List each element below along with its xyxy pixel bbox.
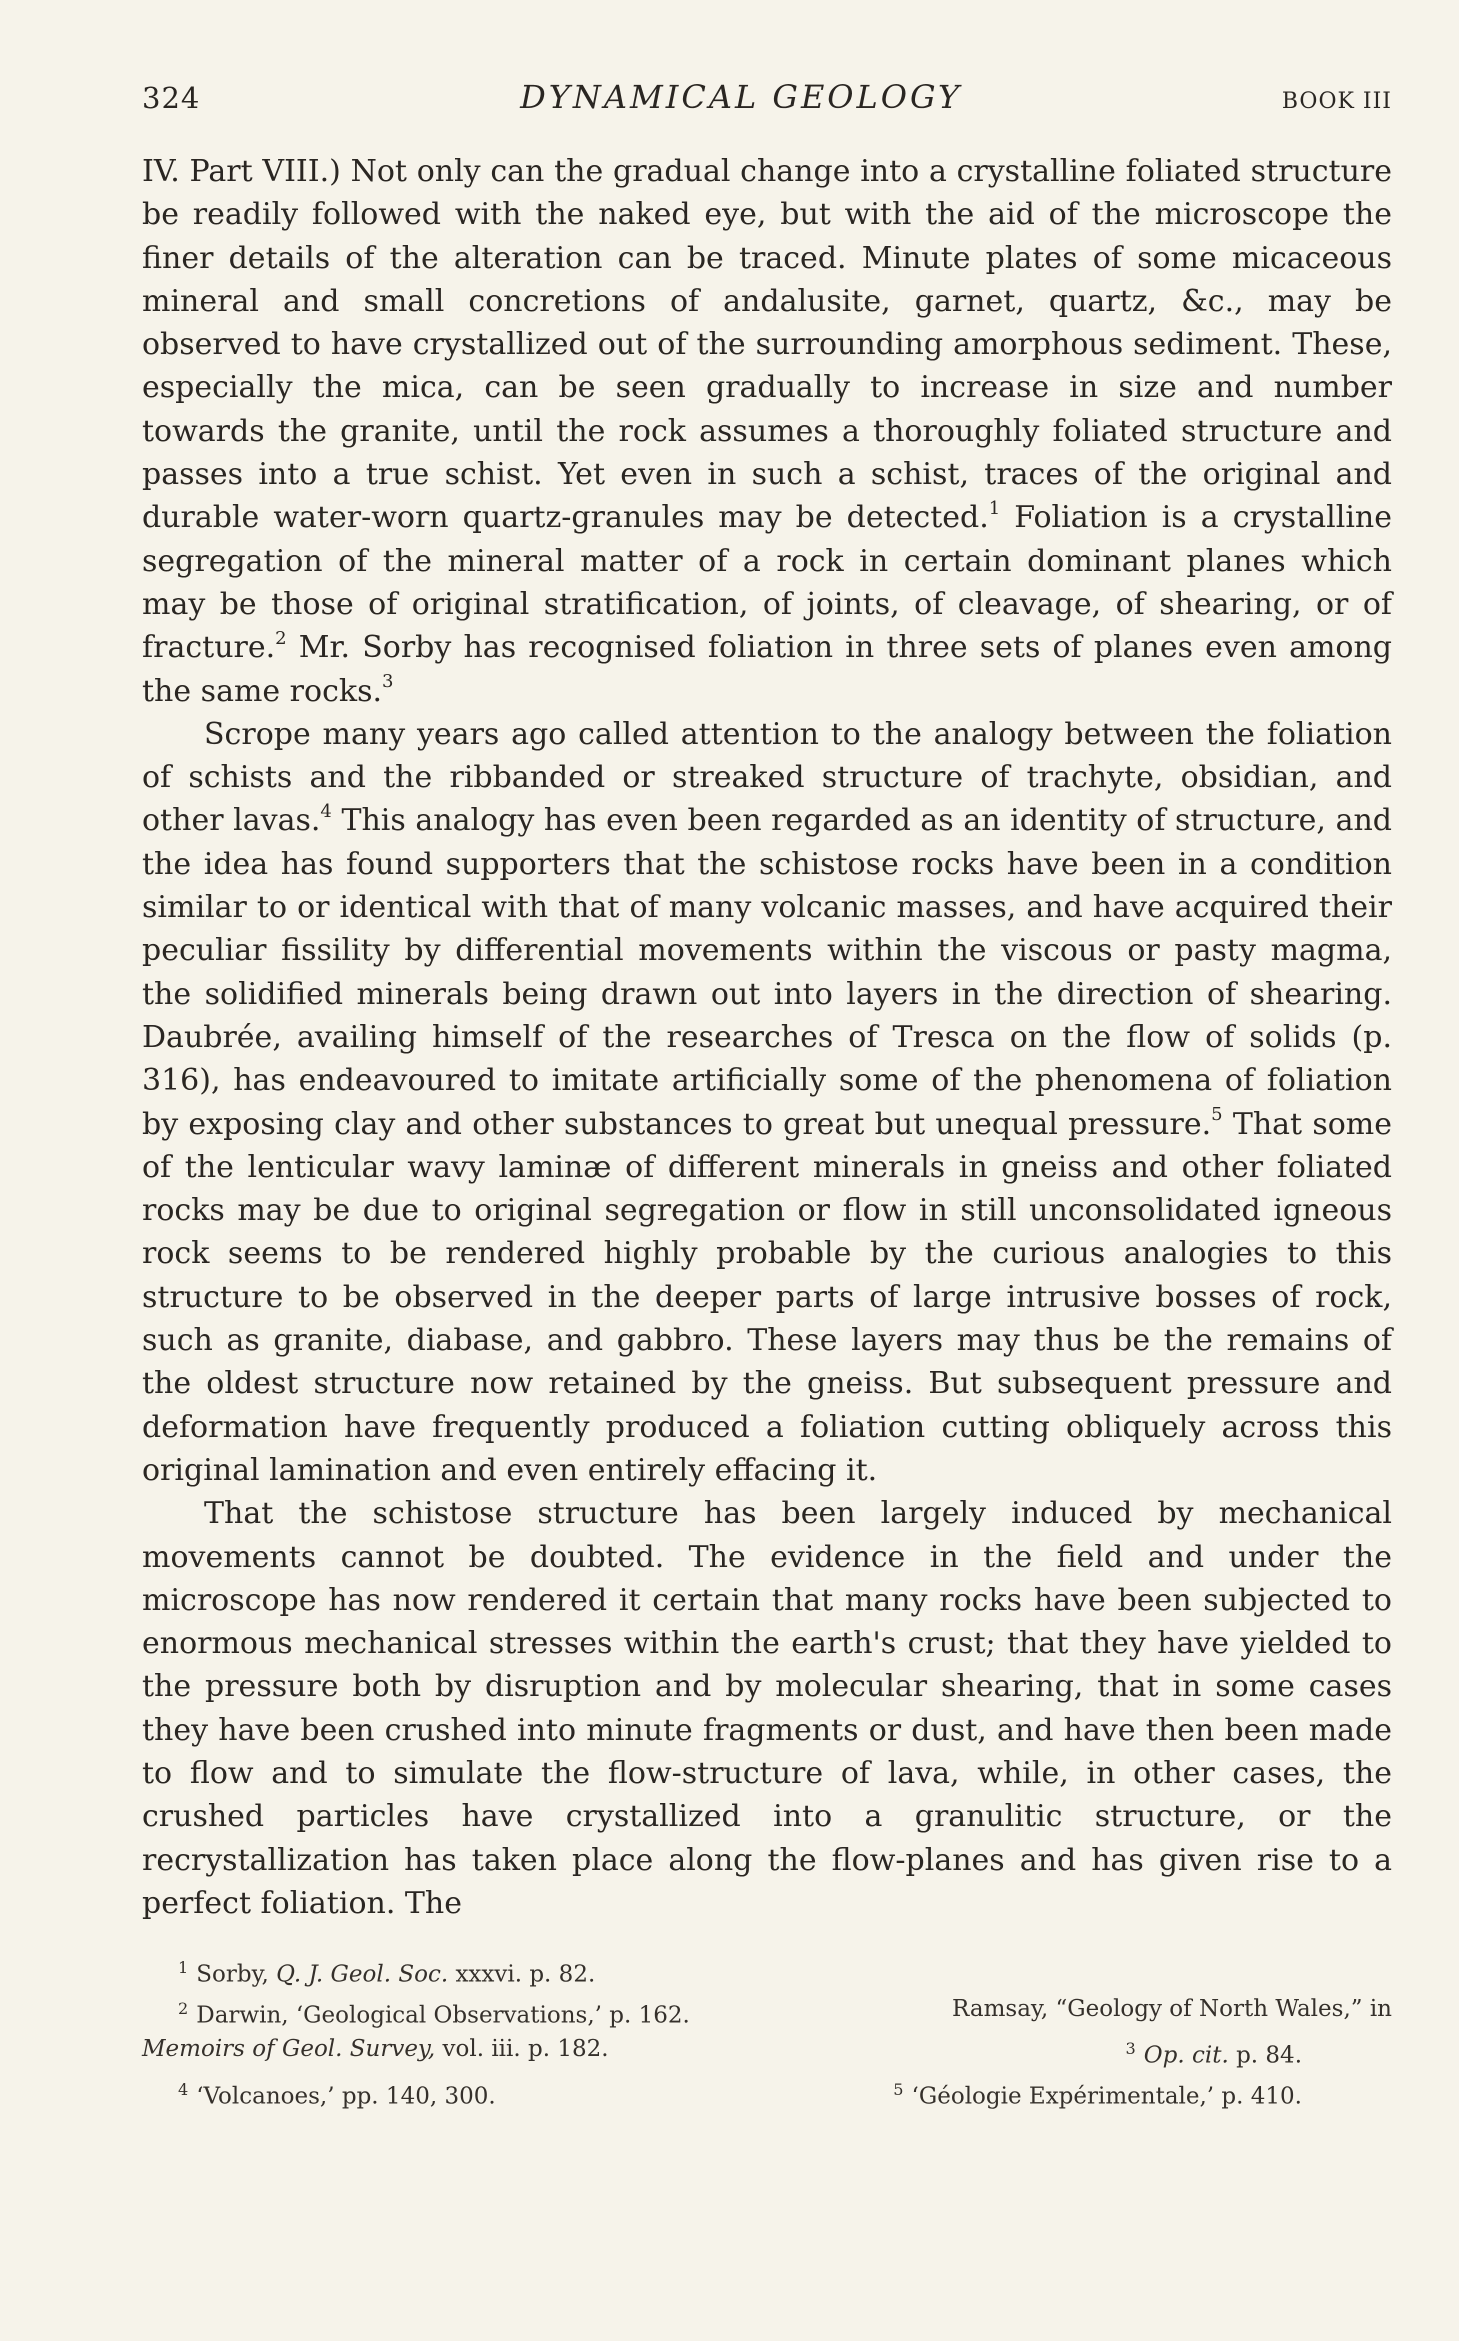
book-label: BOOK III [1281, 89, 1392, 114]
footnote: $^2$ Darwin, ‘Geological Observations,’ p. 162. Ramsay, “Geology of North Wales,” in [178, 1995, 1392, 2029]
footnote-ref[interactable]: 5 [1211, 1103, 1223, 1125]
footnotes [142, 1951, 1392, 2114]
footnote: $^4$ ‘Volcanoes,’ pp. 140, 300. $^5$ ‘Géologie Expérimentale,’ p. 410. [178, 2080, 1302, 2110]
footnote-ref[interactable]: 3 [382, 670, 394, 692]
paragraph: IV. Part VIII.) Not only can the gradual change into a crystalline foliated structure be readily followed with the naked eye, but with the aid of the microscope the finer details of the alteration can be traced. Minute plates of some micaceous mineral and small concretions of andalusite, garnet, quartz, &c., may be observed to have crystallized out of the surrounding amorphous sediment. These, especially the mica, can be seen gradually to increase in size and number towards the granite, until the rock assumes a thoroughly foliated structure and passes into a true schist. Yet even in such a schist, traces of the original and durable water-worn quartz-granules may be detected.$^1$ Foliation is a crystalline segregation of the mineral matter of a rock in certain dominant planes which may be those of original stratification, of joints, of cleavage, of shearing, or of fracture.$^2$ Mr. Sorby has recognised foliation in three sets of planes even among the same rocks.$^3$ [142, 154, 1392, 709]
running-title: DYNAMICAL GEOLOGY [520, 78, 963, 116]
body-text [142, 150, 1392, 1925]
running-header [142, 78, 1392, 116]
footnote: Memoirs of Geol. Survey, vol. iii. p. 182. $^3$ Op. cit. p. 84. [142, 2036, 1302, 2070]
footnote-ref[interactable]: 2 [275, 627, 287, 649]
footnote: $^1$ Sorby, Q. J. Geol. Soc. xxxvi. p. 82. [178, 1958, 596, 1988]
paragraph: That the schistose structure has been largely induced by mechanical movements cannot be doubted. The evidence in the field and under the microscope has now rendered it certain that many rocks have been subjected to enormous mechanical stresses within the earth's crust; that they have yielded to the pressure both by disruption and by molecular shearing, that in some cases they have been crushed into minute fragments or dust, and have then been made to flow and to simulate the flow-structure of lava, while, in other cases, the crushed particles have crystallized into a granulitic structure, or the recrystallization has taken place along the flow-planes and has given rise to a perfect foliation. The [142, 1496, 1392, 1921]
footnote-ref[interactable]: 4 [320, 800, 332, 822]
footnote-ref[interactable]: 1 [988, 497, 1001, 519]
book-page [142, 78, 1392, 2114]
page-number: 324 [142, 81, 201, 115]
paragraph: Scrope many years ago called attention to the analogy between the foliation of schists and the ribbanded or streaked structure of trachyte, obsidian, and other lavas.$^4$ This analogy has even been regarded as an identity of structure, and the idea has found supporters that the schistose rocks have been in a condition similar to or identical with that of many volcanic masses, and have acquired their peculiar fissility by differential movements within the viscous or pasty magma, the solidified minerals being drawn out into layers in the direction of shearing. Daubrée, availing himself of the researches of Tresca on the flow of solids (p. 316), has endeavoured to imitate artificially some of the phenomena of foliation by exposing clay and other substances to great but unequal pressure.$^5$ That some of the lenticular wavy laminæ of different minerals in gneiss and other foliated rocks may be due to original segregation or flow in still unconsolidated igneous rock seems to be rendered highly probable by the curious analogies to this structure to be observed in the deeper parts of large intrusive bosses of rock, such as granite, diabase, and gabbro. These layers may thus be the remains of the oldest structure now retained by the gneiss. But subsequent pressure and deformation have frequently produced a foliation cutting obliquely across this original lamination and even entirely effacing it. [142, 716, 1392, 1488]
